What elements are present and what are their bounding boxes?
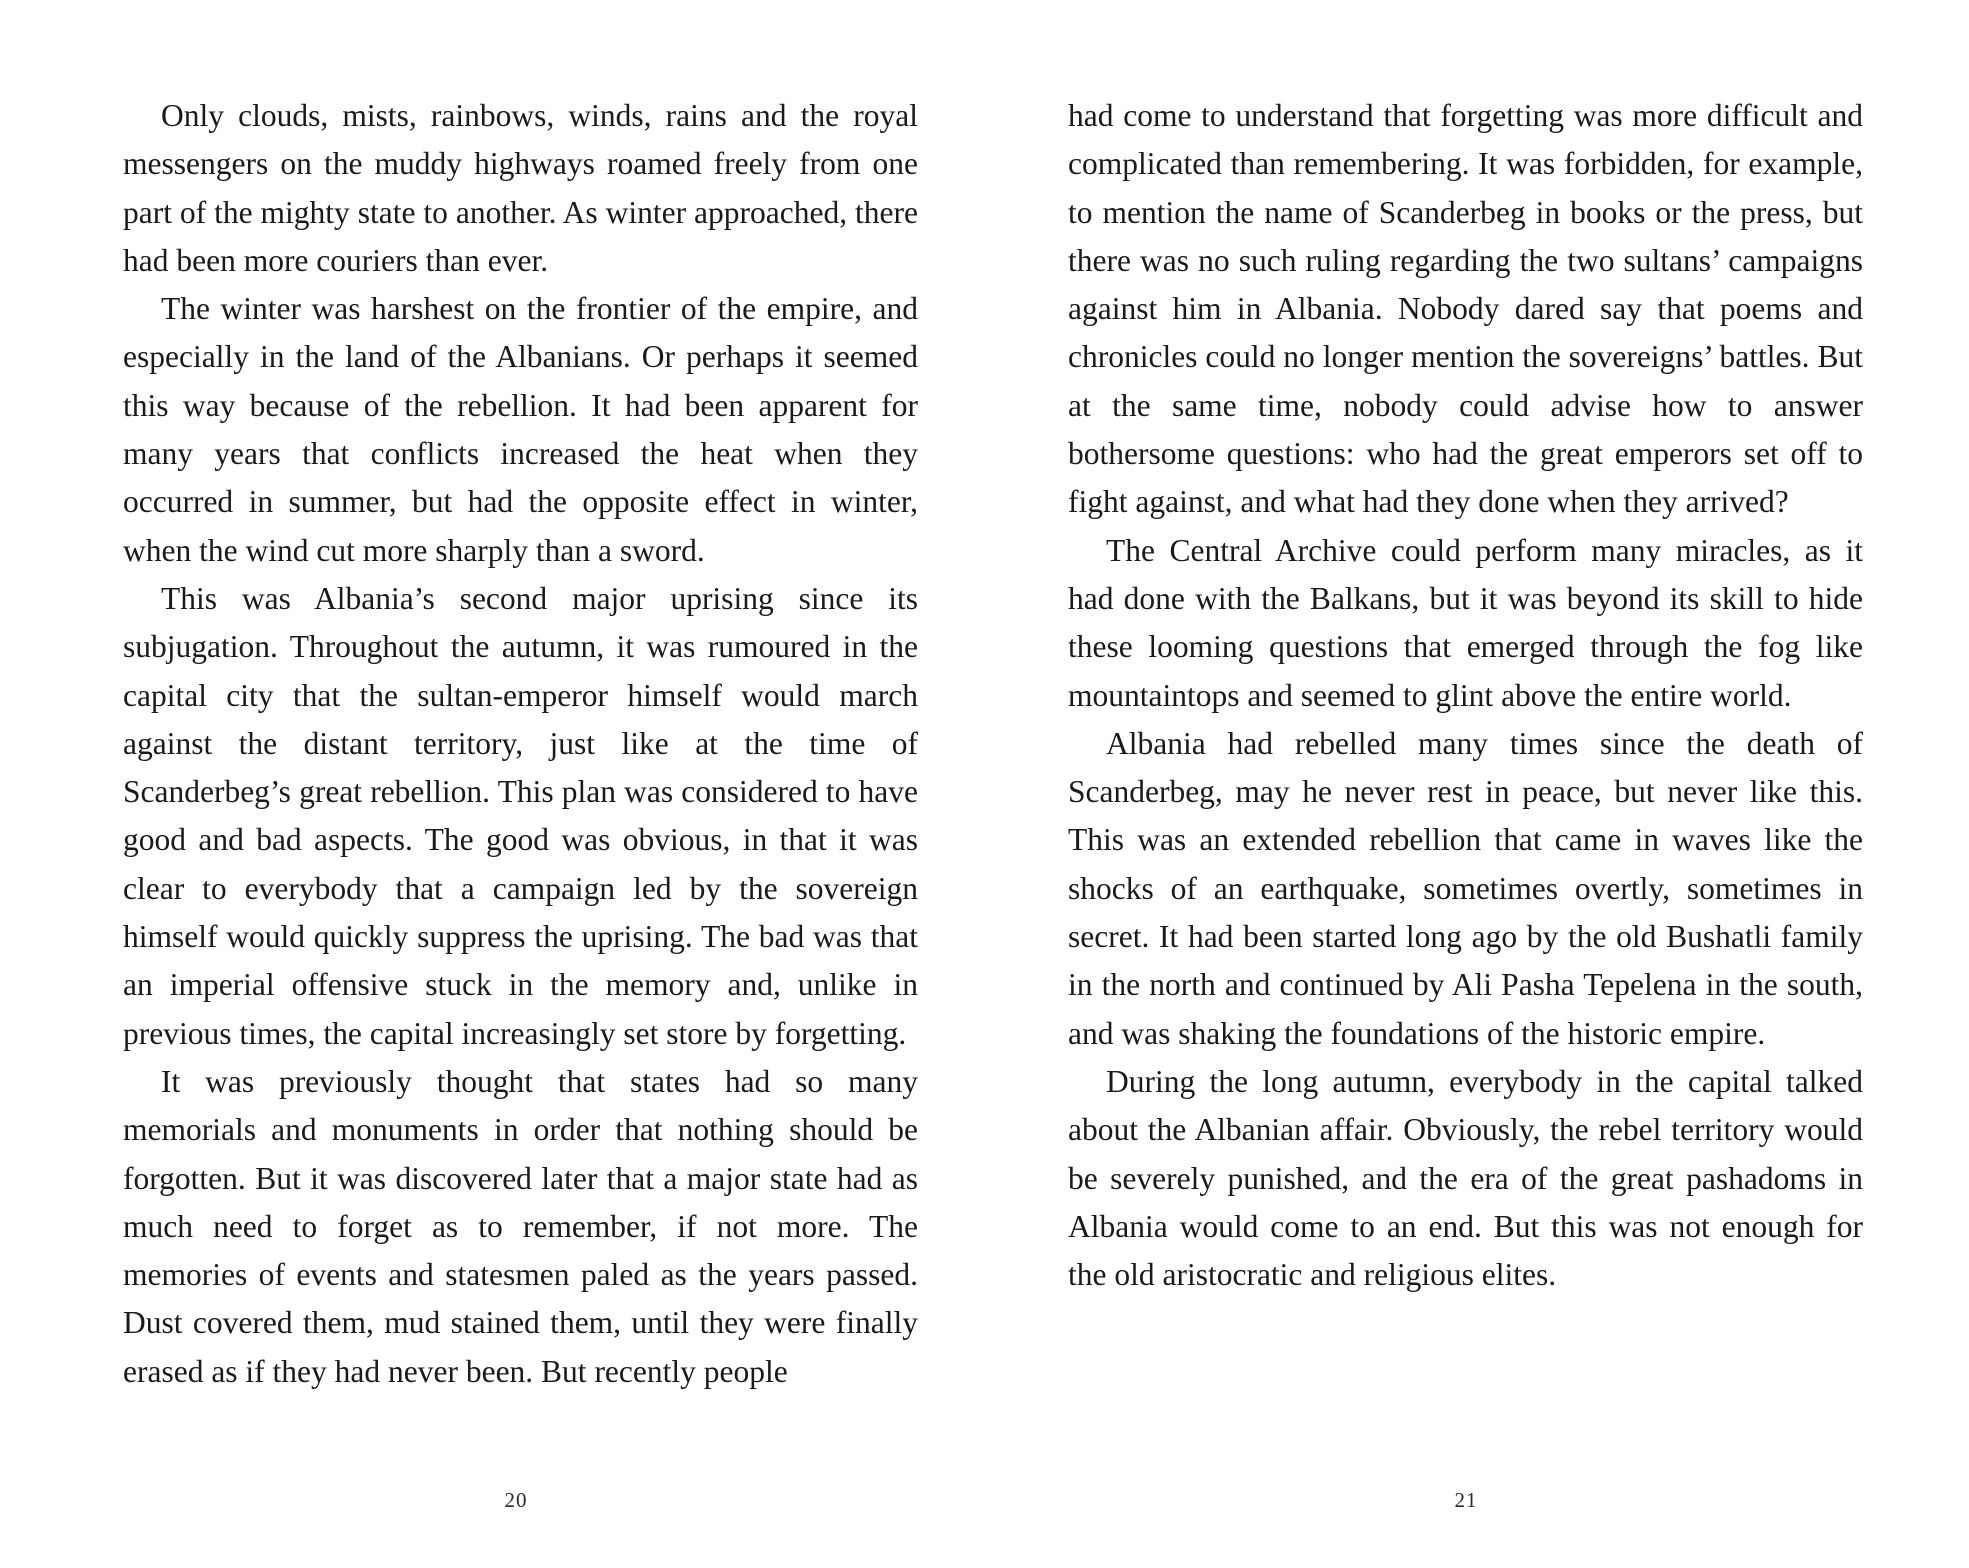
paragraph: During the long autumn, everybody in the capital talked about the Albanian affair. Obviously, the rebel territory would be severely punished, and the era of the great pashadoms in Albania would come to an end. But this was not enough for the old aristocratic and religious elites. xyxy=(1068,1063,1863,1293)
paragraph: It was previously thought that states had so many memorials and monuments in order that nothing should be forgotten. But it was discovered later that a major state had as much need to forget as to remember, if not more. The memories of events and statesmen paled as the years passed. Dust covered them, mud stained them, until they were finally erased as if they had never been. But recently people xyxy=(123,1063,918,1389)
paragraph: The Central Archive could perform many miracles, as it had done with the Balkans, but it was beyond its skill to hide these looming questions that emerged through the fog like mountaintops and seemed to glint above the entire world. xyxy=(1068,532,1863,713)
paragraph: Only clouds, mists, rainbows, winds, rains and the royal messengers on the muddy highways roamed freely from one part of the mighty state to another. As winter approached, there had been more couriers than ever. xyxy=(123,98,918,278)
page-number-left: 20 xyxy=(504,1488,528,1512)
right-page-text xyxy=(1068,92,1863,1299)
left-page-text xyxy=(123,92,918,1396)
paragraph: The winter was harshest on the frontier of the empire, and especially in the land of the Albanians. Or perhaps it seemed this way because of the rebellion. It had been apparent for many years that conflicts increased the heat when they occurred in summer, but had the opposite effect in winter, when the wind cut more sharply than a sword. xyxy=(123,291,918,568)
paragraph-continued: had come to understand that forgetting was more difficult and complicated than remembering. It was forbidden, for example, to mention the name of Scanderbeg in books or the press, but there was no such ruling regarding the two sultans’ campaigns against him in Albania. Nobody dared say that poems and chronicles could no longer mention the sovereigns’ battles. But at the same time, nobody could advise how to answer bothersome questions: who had the great emperors set off to fight against, and what had they done when they arrived? xyxy=(1068,98,1863,520)
page-number-right: 21 xyxy=(1454,1488,1478,1512)
paragraph: This was Albania’s second major uprising since its subjugation. Throughout the autumn, it was rumoured in the capital city that the sultan-emperor himself would march against the distant territory, just like at the time of Scanderbeg’s great rebellion. This plan was considered to have good and bad aspects. The good was obvious, in that it was clear to everybody that a campaign led by the sovereign himself would quickly suppress the uprising. The bad was that an imperial offensive stuck in the memory and, unlike in previous times, the capital increasingly set store by forgetting. xyxy=(123,580,918,1051)
paragraph: Albania had rebelled many times since the death of Scanderbeg, may he never rest in peace, but never like this. This was an extended rebellion that came in waves like the shocks of an earthquake, sometimes overtly, sometimes in secret. It had been started long ago by the old Bushatli family in the north and continued by Ali Pasha Tepelena in the south, and was shaking the foundations of the historic empire. xyxy=(1068,725,1863,1051)
